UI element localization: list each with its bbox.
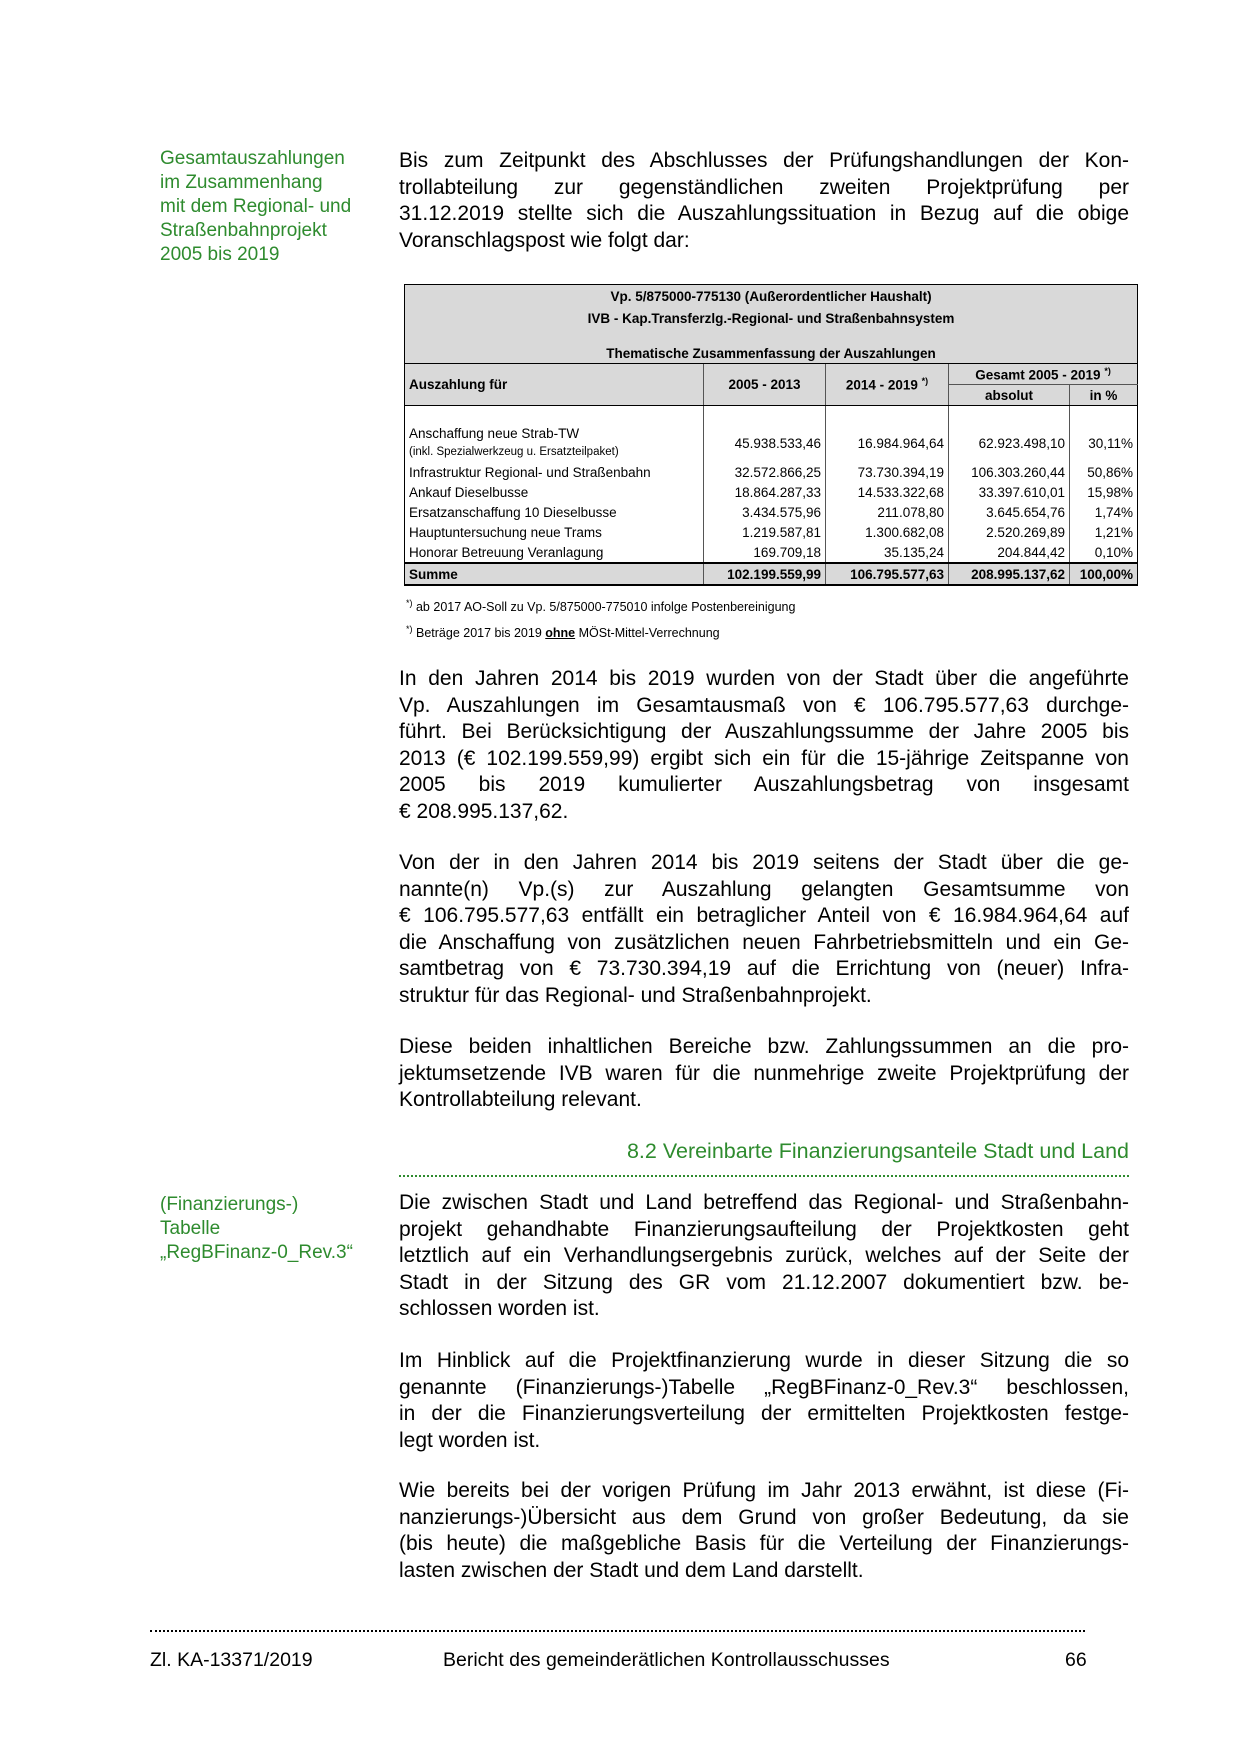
text-line: samtbetrag von € 73.730.394,19 auf die Errichtung von (neuer) Infra- xyxy=(399,957,1129,980)
paragraph-anteile xyxy=(399,850,1129,1009)
row-value-2014-2019: 73.730.394,19 xyxy=(826,462,949,482)
table-title-zusammenfassung: Thematische Zusammenfassung der Auszahlungen xyxy=(405,343,1138,364)
col-gesamt xyxy=(949,364,1138,385)
table-title-ivb: IVB - Kap.Transferzlg.-Regional- und Straßenbahnsystem xyxy=(405,307,1138,329)
text-line: führt. Bei Berücksichtigung der Auszahlungssumme der Jahre 2005 bis xyxy=(399,720,1129,743)
text-line: Im Hinblick auf die Projektfinanzierung wurde in dieser Sitzung die so xyxy=(399,1349,1129,1372)
footer-divider xyxy=(150,1630,1085,1632)
text-line: € 106.795.577,63 entfällt ein betraglicher Anteil von € 16.984.964,64 auf xyxy=(399,904,1129,927)
text-line: genannte (Finanzierungs-)Tabelle „RegBFinanz-0_Rev.3“ beschlossen, xyxy=(399,1375,1129,1399)
text-line: jektumsetzende IVB waren für die nunmehrige zweite Projektprüfung der xyxy=(399,1061,1129,1085)
row-value-prozent: 30,11% xyxy=(1070,424,1138,462)
text-line: legt worden ist. xyxy=(399,1428,541,1452)
table-footnotes xyxy=(406,592,1137,644)
row-label: Ersatzanschaffung 10 Dieselbusse xyxy=(405,502,704,522)
row-value-prozent: 15,98% xyxy=(1070,482,1138,502)
text-line: Stadt in der Sitzung des GR vom 21.12.2007 dokumentiert bzw. be- xyxy=(399,1270,1129,1294)
paragraph-projektfinanzierung xyxy=(399,1348,1129,1454)
row-value-2005-2013: 45.938.533,46 xyxy=(704,424,826,462)
row-value-2005-2013: 32.572.866,25 xyxy=(704,462,826,482)
margin-note-line: „RegBFinanz-0_Rev.3“ xyxy=(160,1242,353,1263)
text-line: struktur für das Regional- und Straßenbahnprojekt. xyxy=(399,983,872,1007)
row-value-absolut: 33.397.610,01 xyxy=(949,482,1070,502)
row-value-2005-2013: 18.864.287,33 xyxy=(704,482,826,502)
row-label: Ankauf Dieselbusse xyxy=(405,482,704,502)
text-line: projekt gehandhabte Finanzierungsaufteilung der Projektkosten geht xyxy=(399,1217,1129,1241)
text-line: 31.12.2019 stellte sich die Auszahlungssituation in Bezug auf die obige xyxy=(399,202,1129,225)
paragraph-finanzierungsaufteilung xyxy=(399,1190,1129,1323)
footnote-2-text-a: Beträge 2017 bis 2019 xyxy=(415,626,546,641)
text-line: Voranschlagspost wie folgt dar: xyxy=(399,228,690,252)
paragraph-auszahlungen-summe xyxy=(399,666,1129,825)
col-2014-2019-mark: *) xyxy=(921,376,929,387)
row-value-2014-2019: 14.533.322,68 xyxy=(826,482,949,502)
col-auszahlung-fuer: Auszahlung für xyxy=(405,364,704,406)
text-line: 2013 (€ 102.199.559,99) ergibt sich ein für die 15-jährige Zeitspanne von xyxy=(399,746,1129,770)
text-line: Vp. Auszahlungen im Gesamtausmaß von € 106.795.577,63 durchge- xyxy=(399,693,1129,717)
footnote-1 xyxy=(406,592,1137,618)
row-label: Infrastruktur Regional- und Straßenbahn xyxy=(405,462,704,482)
paragraph-relevanz xyxy=(399,1034,1129,1114)
text-line: lasten zwischen der Stadt und dem Land darstellt. xyxy=(399,1558,864,1582)
row-value-absolut: 2.520.269,89 xyxy=(949,522,1070,542)
text-line: die Anschaffung von zusätzlichen neuen Fahrbetriebsmitteln und ein Ge- xyxy=(399,930,1129,954)
margin-note-line: Tabelle xyxy=(160,1218,221,1239)
text-line: Die zwischen Stadt und Land betreffend das Regional- und Straßenbahn- xyxy=(399,1191,1129,1214)
margin-note-finanzierungstabelle xyxy=(160,1193,375,1265)
table-row xyxy=(405,542,1138,563)
footnote-1-mark: *) xyxy=(406,598,413,608)
table-row xyxy=(405,502,1138,522)
text-line: schlossen worden ist. xyxy=(399,1297,600,1320)
row-value-2014-2019: 1.300.682,08 xyxy=(826,522,949,542)
row-sublabel: (inkl. Spezialwerkzeug u. Ersatzteilpaket) xyxy=(409,446,619,458)
table-row xyxy=(405,482,1138,502)
margin-note-line: mit dem Regional- und xyxy=(160,196,352,217)
page-number: 66 xyxy=(1065,1649,1087,1671)
section-heading: 8.2 Vereinbarte Finanzierungsanteile Stadt und Land xyxy=(399,1139,1129,1177)
margin-note-line: im Zusammenhang xyxy=(160,172,323,193)
footnote-1-text: ab 2017 AO-Soll zu Vp. 5/875000-775010 infolge Postenbereinigung xyxy=(415,600,796,615)
margin-note-line: Gesamtauszahlungen xyxy=(160,148,345,169)
text-line: Bis zum Zeitpunkt des Abschlusses der Prüfungshandlungen der Kon- xyxy=(399,149,1129,172)
margin-note-line: 2005 bis 2019 xyxy=(160,244,280,265)
sum-label: Summe xyxy=(405,563,704,585)
row-label: Hauptuntersuchung neue Trams xyxy=(405,522,704,542)
row-label: Anschaffung neue Strab-TW xyxy=(409,426,580,441)
row-value-2014-2019: 35.135,24 xyxy=(826,542,949,563)
col-absolut: absolut xyxy=(949,385,1070,406)
table-title-vp: Vp. 5/875000-775130 (Außerordentlicher Haushalt) xyxy=(405,285,1138,308)
row-label: Honorar Betreuung Veranlagung xyxy=(405,542,704,563)
row-value-prozent: 1,74% xyxy=(1070,502,1138,522)
footnote-2-emphasis: ohne xyxy=(545,626,576,641)
footnote-2-mark: *) xyxy=(406,624,413,635)
row-value-prozent: 1,21% xyxy=(1070,522,1138,542)
col-2005-2013: 2005 - 2013 xyxy=(704,364,826,406)
text-line: Von der in den Jahren 2014 bis 2019 seitens der Stadt über die ge- xyxy=(399,851,1129,874)
row-value-2014-2019: 211.078,80 xyxy=(826,502,949,522)
sum-value-prozent: 100,00% xyxy=(1070,563,1138,585)
text-line: in der die Finanzierungsverteilung der ermittelten Projektkosten festge- xyxy=(399,1402,1129,1425)
row-value-absolut: 3.645.654,76 xyxy=(949,502,1070,522)
paragraph-bedeutung xyxy=(399,1478,1129,1584)
row-value-2005-2013: 3.434.575,96 xyxy=(704,502,826,522)
col-2014-2019-label: 2014 - 2019 xyxy=(845,377,918,393)
text-line: letztlich auf ein Verhandlungsergebnis zurück, welches auf der Seite der xyxy=(399,1244,1129,1267)
margin-note-line: (Finanzierungs-) xyxy=(160,1194,299,1215)
row-value-2005-2013: 169.709,18 xyxy=(704,542,826,563)
row-value-absolut: 62.923.498,10 xyxy=(949,424,1070,462)
row-value-prozent: 50,86% xyxy=(1070,462,1138,482)
footer-title: Bericht des gemeinderätlichen Kontrollausschusses xyxy=(443,1649,890,1671)
text-line: € 208.995.137,62. xyxy=(399,799,569,823)
text-line: 2005 bis 2019 kumulierter Auszahlungsbetrag von insgesamt xyxy=(399,773,1129,796)
table-sum-row xyxy=(405,563,1138,585)
sum-value-2005-2013: 102.199.559,99 xyxy=(704,563,826,585)
row-value-2014-2019: 16.984.964,64 xyxy=(826,424,949,462)
intro-paragraph xyxy=(399,148,1129,254)
table-row xyxy=(405,522,1138,542)
auszahlungen-table xyxy=(404,284,1137,644)
text-line: trollabteilung zur gegenständlichen zweiten Projektprüfung per xyxy=(399,175,1129,199)
row-value-2005-2013: 1.219.587,81 xyxy=(704,522,826,542)
text-line: Wie bereits bei der vorigen Prüfung im Jahr 2013 erwähnt, ist diese (Fi- xyxy=(399,1479,1129,1502)
col-gesamt-label: Gesamt 2005 - 2019 xyxy=(975,367,1101,383)
footnote-2-text-c: MÖSt-Mittel-Verrechnung xyxy=(575,626,720,641)
table-row xyxy=(405,424,1138,462)
col-gesamt-mark: *) xyxy=(1104,365,1111,376)
row-value-absolut: 106.303.260,44 xyxy=(949,462,1070,482)
text-line: Diese beiden inhaltlichen Bereiche bzw. Zahlungssummen an die pro- xyxy=(399,1035,1129,1058)
col-2014-2019 xyxy=(826,364,949,406)
text-line: Kontrollabteilung relevant. xyxy=(399,1088,642,1111)
footnote-2 xyxy=(406,618,1137,644)
table-row xyxy=(405,462,1138,482)
footer-reference: Zl. KA-13371/2019 xyxy=(150,1649,313,1671)
text-line: (bis heute) die maßgebliche Basis für die Verteilung der Finanzierungs- xyxy=(399,1532,1129,1555)
margin-note-gesamtauszahlungen xyxy=(160,147,375,267)
row-value-prozent: 0,10% xyxy=(1070,542,1138,563)
text-line: nanzierungs-)Übersicht aus dem Grund von großer Bedeutung, da sie xyxy=(399,1505,1129,1529)
sum-value-absolut: 208.995.137,62 xyxy=(949,563,1070,585)
row-value-absolut: 204.844,42 xyxy=(949,542,1070,563)
text-line: nannte(n) Vp.(s) zur Auszahlung gelangten Gesamtsumme von xyxy=(399,877,1129,901)
text-line: In den Jahren 2014 bis 2019 wurden von der Stadt über die angeführte xyxy=(399,667,1129,690)
margin-note-line: Straßenbahnprojekt xyxy=(160,220,327,241)
col-prozent: in % xyxy=(1070,385,1138,406)
sum-value-2014-2019: 106.795.577,63 xyxy=(826,563,949,585)
